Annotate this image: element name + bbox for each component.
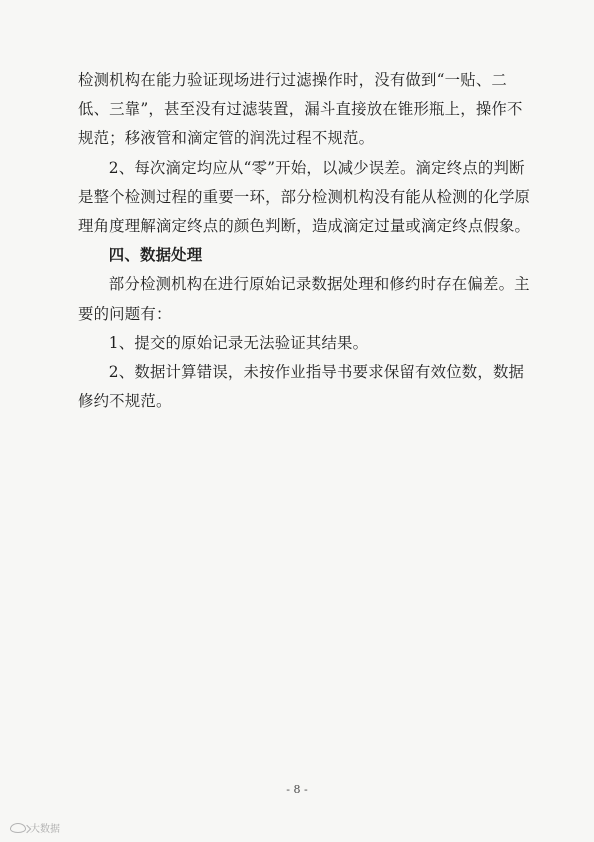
- watermark-logo-icon: [10, 823, 26, 833]
- paragraph-data-processing-intro: 部分检测机构在进行原始记录数据处理和修约时存在偏差。主要的问题有：: [78, 275, 530, 323]
- paragraph-filtration-issues: 检测机构在能力验证现场进行过滤操作时，没有做到“一贴、二低、三靠”，甚至没有过滤装置，漏斗直接放在锥形瓶上，操作不规范；移液管和滴定管的润洗过程不规范。: [78, 71, 523, 148]
- paragraph-data-issue-2: 2、数据计算错误，未按作业指导书要求保留有效位数，数据修约不规范。: [78, 363, 525, 411]
- paragraph-data-issue-1: 1、提交的原始记录无法验证其结果。: [108, 333, 369, 352]
- section-heading-data-processing: 四、数据处理: [108, 246, 203, 265]
- paragraph-titration-issues: 2、每次滴定均应从“零”开始，以减少误差。滴定终点的判断是整个检测过程的重要一环，部分检测机构没有能从检测的化学原理角度理解滴定终点的颜色判断，造成滴定过量或滴定终点假象。: [78, 158, 531, 236]
- document-content: [78, 66, 534, 416]
- watermark-text: 大数据: [30, 824, 60, 835]
- watermark: [10, 820, 60, 835]
- page-number: - 8 -: [286, 783, 308, 796]
